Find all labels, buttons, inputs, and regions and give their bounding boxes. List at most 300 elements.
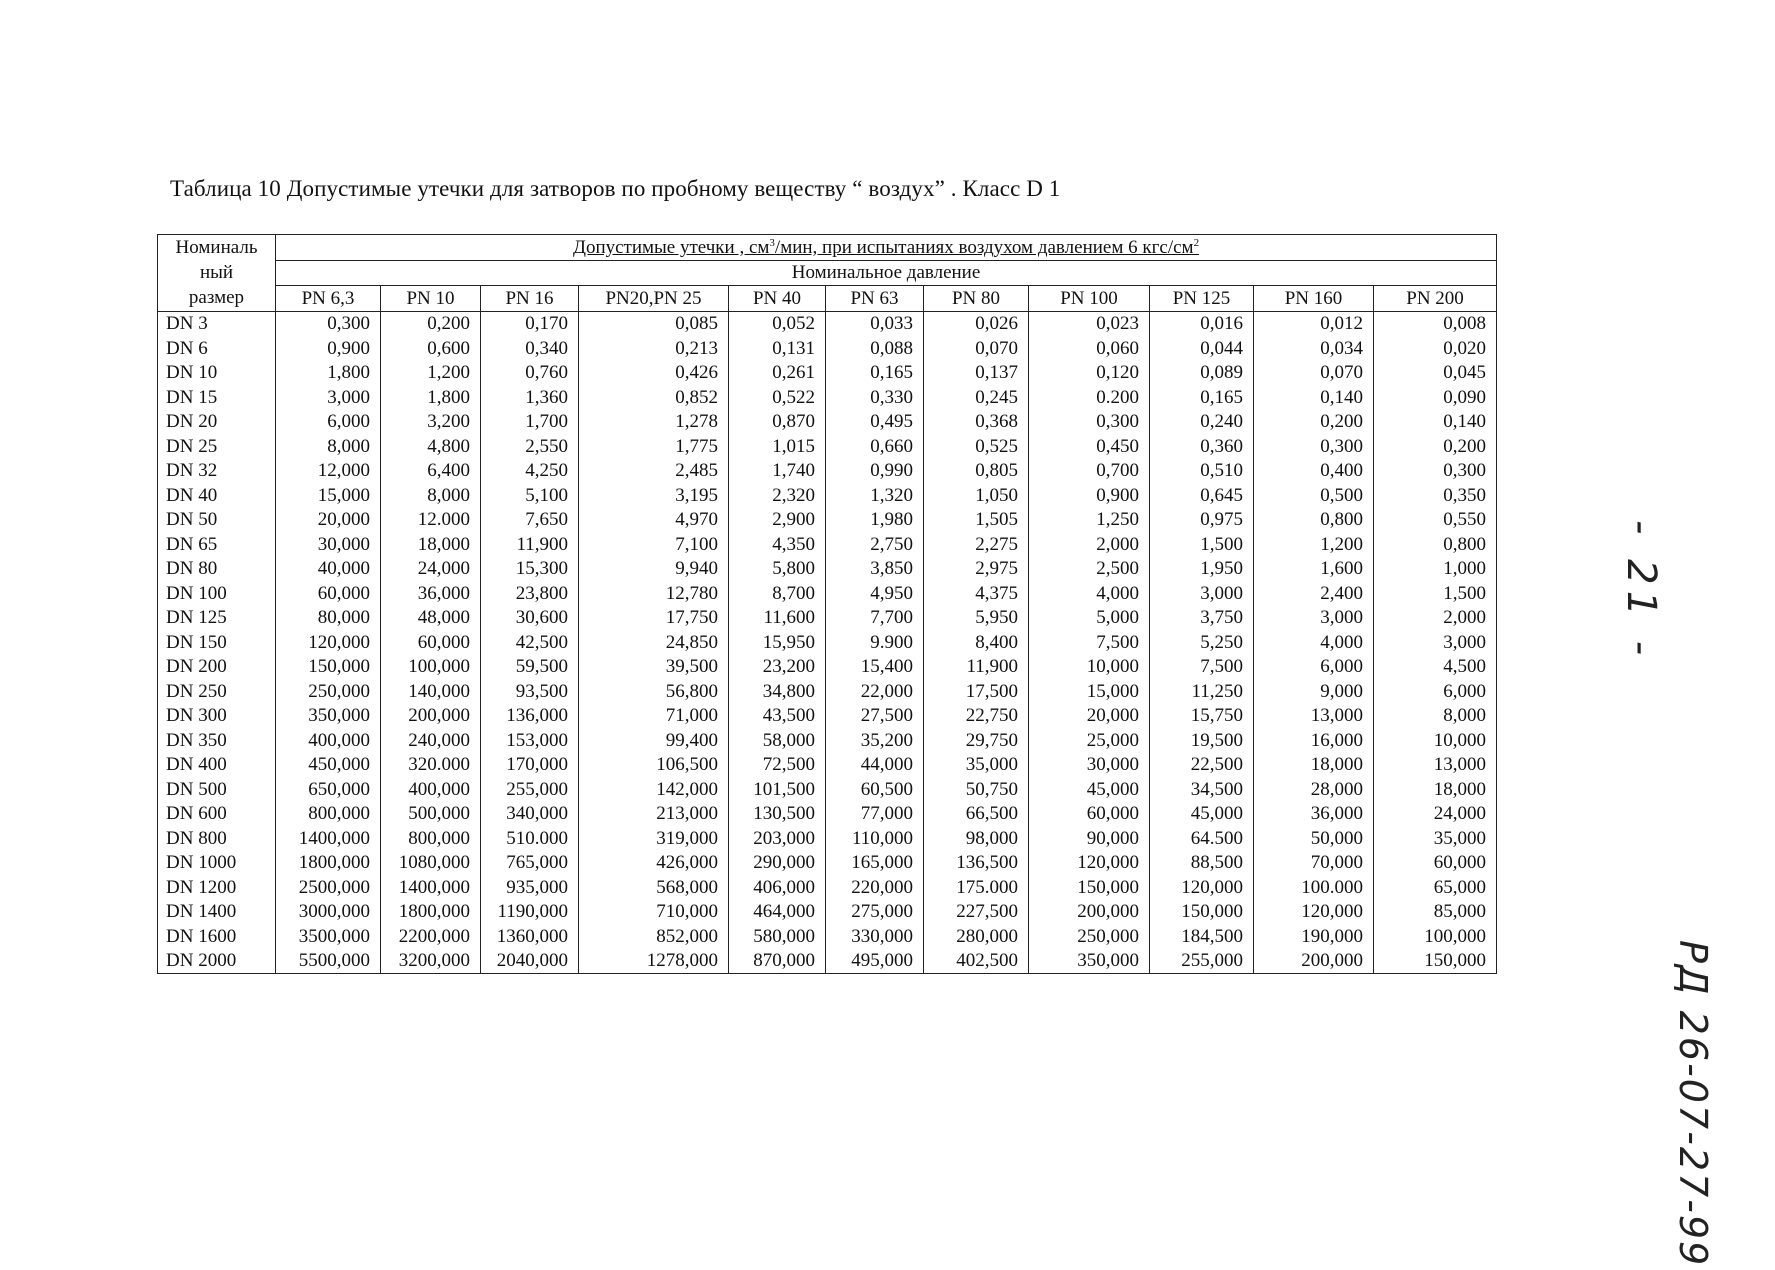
leakage-value-cell: 0,200 xyxy=(1374,434,1497,459)
leakage-value-cell: 1,800 xyxy=(276,361,381,386)
leakage-value-cell: 1,775 xyxy=(579,434,729,459)
leakage-value-cell: 2,975 xyxy=(924,557,1029,582)
leakage-value-cell: 852,000 xyxy=(579,924,729,949)
leakage-value-cell: 250,000 xyxy=(1029,924,1150,949)
leakage-value-cell: 24,850 xyxy=(579,630,729,655)
leakage-value-cell: 2,400 xyxy=(1254,581,1374,606)
leakage-value-cell: 1,200 xyxy=(1254,532,1374,557)
leakage-value-cell: 6,400 xyxy=(381,459,481,484)
leakage-value-cell: 184,500 xyxy=(1150,924,1254,949)
leakage-value-cell: 11,600 xyxy=(729,606,826,631)
leakage-value-cell: 2,000 xyxy=(1029,532,1150,557)
nominal-size-cell: DN 80 xyxy=(158,557,276,582)
leakage-value-cell: 800,000 xyxy=(276,802,381,827)
table-header xyxy=(158,235,1497,312)
leakage-value-cell: 240,000 xyxy=(381,728,481,753)
leakage-value-cell: 3,750 xyxy=(1150,606,1254,631)
leakage-value-cell: 1,500 xyxy=(1374,581,1497,606)
leakage-value-cell: 142,000 xyxy=(579,777,729,802)
leakage-value-cell: 20,000 xyxy=(1029,704,1150,729)
leakage-value-cell: 0,070 xyxy=(924,336,1029,361)
leakage-value-cell: 0,089 xyxy=(1150,361,1254,386)
leakage-value-cell: 350,000 xyxy=(276,704,381,729)
leakage-value-cell: 6,000 xyxy=(1374,679,1497,704)
leakage-value-cell: 3000,000 xyxy=(276,900,381,925)
leakage-value-cell: 1,000 xyxy=(1374,557,1497,582)
leakage-value-cell: 290,000 xyxy=(729,851,826,876)
leakage-value-cell: 250,000 xyxy=(276,679,381,704)
leakage-value-cell: 45,000 xyxy=(1150,802,1254,827)
nominal-size-cell: DN 2000 xyxy=(158,949,276,974)
leakage-value-cell: 450,000 xyxy=(276,753,381,778)
leakage-value-cell: 13,000 xyxy=(1254,704,1374,729)
leakage-value-cell: 6,000 xyxy=(276,410,381,435)
leakage-value-cell: 23,800 xyxy=(481,581,579,606)
leakage-value-cell: 8,700 xyxy=(729,581,826,606)
leakage-value-cell: 3200,000 xyxy=(381,949,481,974)
leakage-value-cell: 220,000 xyxy=(826,875,924,900)
nominal-size-cell: DN 1400 xyxy=(158,900,276,925)
leakage-value-cell: 1,950 xyxy=(1150,557,1254,582)
leakage-value-cell: 1,360 xyxy=(481,385,579,410)
nominal-size-cell: DN 600 xyxy=(158,802,276,827)
leakage-value-cell: 22,750 xyxy=(924,704,1029,729)
leakage-value-cell: 0,026 xyxy=(924,311,1029,336)
leakage-value-cell: 4,000 xyxy=(1254,630,1374,655)
table-row xyxy=(158,826,1497,851)
leakage-value-cell: 9.900 xyxy=(826,630,924,655)
leakage-value-cell: 18,000 xyxy=(381,532,481,557)
nominal-size-cell: DN 32 xyxy=(158,459,276,484)
leakage-value-cell: 18,000 xyxy=(1374,777,1497,802)
column-header-pn: PN 63 xyxy=(826,286,924,312)
leakage-value-cell: 0,131 xyxy=(729,336,826,361)
leakage-value-cell: 10,000 xyxy=(1374,728,1497,753)
table-row xyxy=(158,851,1497,876)
leakage-value-cell: 1,278 xyxy=(579,410,729,435)
leakage-value-cell: 255,000 xyxy=(1150,949,1254,974)
table-row xyxy=(158,483,1497,508)
leakage-value-cell: 5,100 xyxy=(481,483,579,508)
leakage-value-cell: 5,950 xyxy=(924,606,1029,631)
leakage-value-cell: 510.000 xyxy=(481,826,579,851)
leakage-value-cell: 170,000 xyxy=(481,753,579,778)
document-code: РД 26-07-27-99 xyxy=(1671,940,1715,1268)
leakage-value-cell: 3,000 xyxy=(276,385,381,410)
row-header-nominal-size xyxy=(158,235,276,312)
leakage-value-cell: 0,140 xyxy=(1254,385,1374,410)
units-mid: /мин, при испытаниях воздухом давлением 6 кгс/см xyxy=(774,236,1194,258)
nominal-size-cell: DN 150 xyxy=(158,630,276,655)
leakage-value-cell: 0,261 xyxy=(729,361,826,386)
leakage-value-cell: 710,000 xyxy=(579,900,729,925)
leakage-value-cell: 12,780 xyxy=(579,581,729,606)
column-header-pn: PN 200 xyxy=(1374,286,1497,312)
nominal-size-cell: DN 1600 xyxy=(158,924,276,949)
leakage-value-cell: 150,000 xyxy=(1374,949,1497,974)
units-sup-square: 2 xyxy=(1193,236,1200,249)
nominal-size-cell: DN 25 xyxy=(158,434,276,459)
leakage-value-cell: 11,250 xyxy=(1150,679,1254,704)
leakage-value-cell: 0,800 xyxy=(1254,508,1374,533)
column-header-pn: PN20,PN 25 xyxy=(579,286,729,312)
leakage-value-cell: 70,000 xyxy=(1254,851,1374,876)
table-row xyxy=(158,508,1497,533)
leakage-value-cell: 500,000 xyxy=(381,802,481,827)
leakage-value-cell: 0,165 xyxy=(826,361,924,386)
leakage-value-cell: 27,500 xyxy=(826,704,924,729)
leakage-value-cell: 88,500 xyxy=(1150,851,1254,876)
leakage-value-cell: 60,000 xyxy=(381,630,481,655)
leakage-value-cell: 58,000 xyxy=(729,728,826,753)
leakage-value-cell: 100.000 xyxy=(1254,875,1374,900)
leakage-value-cell: 0,052 xyxy=(729,311,826,336)
nominal-size-cell: DN 300 xyxy=(158,704,276,729)
leakage-value-cell: 4,950 xyxy=(826,581,924,606)
leakage-value-cell: 18,000 xyxy=(1254,753,1374,778)
column-header-pn: PN 80 xyxy=(924,286,1029,312)
leakage-value-cell: 464,000 xyxy=(729,900,826,925)
leakage-value-cell: 120,000 xyxy=(1150,875,1254,900)
leakage-value-cell: 15,300 xyxy=(481,557,579,582)
leakage-value-cell: 935,000 xyxy=(481,875,579,900)
leakage-value-cell: 59,500 xyxy=(481,655,579,680)
leakage-value-cell: 9,940 xyxy=(579,557,729,582)
leakage-value-cell: 165,000 xyxy=(826,851,924,876)
leakage-value-cell: 0,245 xyxy=(924,385,1029,410)
leakage-value-cell: 2200,000 xyxy=(381,924,481,949)
leakage-value-cell: 10,000 xyxy=(1029,655,1150,680)
leakage-value-cell: 190,000 xyxy=(1254,924,1374,949)
leakage-value-cell: 15,950 xyxy=(729,630,826,655)
leakage-value-cell: 120,000 xyxy=(1029,851,1150,876)
leakage-value-cell: 30,000 xyxy=(276,532,381,557)
nominal-size-cell: DN 20 xyxy=(158,410,276,435)
leakage-value-cell: 2,550 xyxy=(481,434,579,459)
column-header-pn: PN 6,3 xyxy=(276,286,381,312)
leakage-value-cell: 5500,000 xyxy=(276,949,381,974)
leakage-value-cell: 0,140 xyxy=(1374,410,1497,435)
table-row xyxy=(158,385,1497,410)
leakage-value-cell: 100,000 xyxy=(381,655,481,680)
leakage-value-cell: 1,250 xyxy=(1029,508,1150,533)
leakage-value-cell: 319,000 xyxy=(579,826,729,851)
leakage-value-cell: 5,800 xyxy=(729,557,826,582)
leakage-value-cell: 568,000 xyxy=(579,875,729,900)
leakage-value-cell: 3,850 xyxy=(826,557,924,582)
table-row xyxy=(158,924,1497,949)
leakage-value-cell: 1800,000 xyxy=(276,851,381,876)
leakage-value-cell: 7,700 xyxy=(826,606,924,631)
leakage-value-cell: 2,500 xyxy=(1029,557,1150,582)
leakage-value-cell: 0,016 xyxy=(1150,311,1254,336)
leakage-value-cell: 400,000 xyxy=(381,777,481,802)
leakage-value-cell: 0,012 xyxy=(1254,311,1374,336)
leakage-value-cell: 99,400 xyxy=(579,728,729,753)
leakage-value-cell: 402,500 xyxy=(924,949,1029,974)
leakage-value-cell: 0,020 xyxy=(1374,336,1497,361)
leakage-value-cell: 0,805 xyxy=(924,459,1029,484)
leakage-value-cell: 36,000 xyxy=(381,581,481,606)
table-row xyxy=(158,434,1497,459)
leakage-value-cell: 4,500 xyxy=(1374,655,1497,680)
leakage-value-cell: 11,900 xyxy=(481,532,579,557)
column-header-pn: PN 125 xyxy=(1150,286,1254,312)
nominal-size-cell: DN 65 xyxy=(158,532,276,557)
leakage-value-cell: 35,000 xyxy=(1374,826,1497,851)
leakage-value-cell: 43,500 xyxy=(729,704,826,729)
leakage-value-cell: 280,000 xyxy=(924,924,1029,949)
column-header-pn: PN 40 xyxy=(729,286,826,312)
table-caption: Таблица 10 Допустимые утечки для затворов по пробному веществу “ воздух” . Класс D 1 xyxy=(170,176,1061,201)
table-row xyxy=(158,606,1497,631)
row-header-line-2: ный xyxy=(199,262,234,284)
leakage-value-cell: 3,195 xyxy=(579,483,729,508)
leakage-value-cell: 0,023 xyxy=(1029,311,1150,336)
leakage-value-cell: 4,970 xyxy=(579,508,729,533)
leakage-value-cell: 4,800 xyxy=(381,434,481,459)
nominal-size-cell: DN 500 xyxy=(158,777,276,802)
leakage-value-cell: 0,240 xyxy=(1150,410,1254,435)
leakage-value-cell: 1800,000 xyxy=(381,900,481,925)
leakage-value-cell: 4,250 xyxy=(481,459,579,484)
leakage-value-cell: 24,000 xyxy=(381,557,481,582)
leakage-value-cell: 203,000 xyxy=(729,826,826,851)
leakage-value-cell: 870,000 xyxy=(729,949,826,974)
leakage-value-cell: 45,000 xyxy=(1029,777,1150,802)
leakage-value-cell: 12.000 xyxy=(381,508,481,533)
leakage-value-cell: 50,000 xyxy=(1254,826,1374,851)
leakage-value-cell: 1360,000 xyxy=(481,924,579,949)
leakage-value-cell: 340,000 xyxy=(481,802,579,827)
leakage-value-cell: 0,200 xyxy=(1254,410,1374,435)
leakage-value-cell: 3500,000 xyxy=(276,924,381,949)
table-row xyxy=(158,802,1497,827)
leakage-value-cell: 1,320 xyxy=(826,483,924,508)
leakage-value-cell: 1400,000 xyxy=(276,826,381,851)
leakage-value-cell: 4,375 xyxy=(924,581,1029,606)
leakage-value-cell: 2,900 xyxy=(729,508,826,533)
leakage-value-cell: 0,044 xyxy=(1150,336,1254,361)
leakage-value-cell: 4,350 xyxy=(729,532,826,557)
leakage-value-cell: 0,870 xyxy=(729,410,826,435)
leakage-value-cell: 0,085 xyxy=(579,311,729,336)
leakage-value-cell: 426,000 xyxy=(579,851,729,876)
table-row xyxy=(158,900,1497,925)
leakage-value-cell: 7,500 xyxy=(1029,630,1150,655)
table-row xyxy=(158,581,1497,606)
leakage-value-cell: 0,990 xyxy=(826,459,924,484)
leakage-value-cell: 3,000 xyxy=(1254,606,1374,631)
leakage-value-cell: 15,000 xyxy=(276,483,381,508)
table-row xyxy=(158,753,1497,778)
leakage-value-cell: 0,760 xyxy=(481,361,579,386)
leakage-value-cell: 35,200 xyxy=(826,728,924,753)
leakage-value-cell: 28,000 xyxy=(1254,777,1374,802)
leakage-value-cell: 2,485 xyxy=(579,459,729,484)
leakage-value-cell: 0,137 xyxy=(924,361,1029,386)
table-container xyxy=(157,234,1497,974)
leakage-value-cell: 0,400 xyxy=(1254,459,1374,484)
leakage-value-cell: 0,368 xyxy=(924,410,1029,435)
leakage-value-cell: 1,200 xyxy=(381,361,481,386)
leakage-value-cell: 22,500 xyxy=(1150,753,1254,778)
nominal-size-cell: DN 400 xyxy=(158,753,276,778)
leakage-table xyxy=(157,234,1497,974)
leakage-value-cell: 1,980 xyxy=(826,508,924,533)
table-row xyxy=(158,777,1497,802)
leakage-value-cell: 71,000 xyxy=(579,704,729,729)
leakage-value-cell: 40,000 xyxy=(276,557,381,582)
leakage-value-cell: 60,500 xyxy=(826,777,924,802)
leakage-value-cell: 23,200 xyxy=(729,655,826,680)
leakage-value-cell: 0,450 xyxy=(1029,434,1150,459)
leakage-value-cell: 0,300 xyxy=(1254,434,1374,459)
nominal-size-cell: DN 15 xyxy=(158,385,276,410)
table-row xyxy=(158,875,1497,900)
leakage-value-cell: 3,000 xyxy=(1374,630,1497,655)
leakage-value-cell: 85,000 xyxy=(1374,900,1497,925)
leakage-value-cell: 1,600 xyxy=(1254,557,1374,582)
leakage-value-cell: 0,550 xyxy=(1374,508,1497,533)
units-header xyxy=(276,235,1497,261)
leakage-value-cell: 0,900 xyxy=(276,336,381,361)
leakage-value-cell: 0,088 xyxy=(826,336,924,361)
leakage-value-cell: 39,500 xyxy=(579,655,729,680)
leakage-value-cell: 36,000 xyxy=(1254,802,1374,827)
leakage-value-cell: 0,034 xyxy=(1254,336,1374,361)
leakage-value-cell: 0,426 xyxy=(579,361,729,386)
leakage-value-cell: 1080,000 xyxy=(381,851,481,876)
leakage-value-cell: 150,000 xyxy=(1150,900,1254,925)
leakage-value-cell: 1,015 xyxy=(729,434,826,459)
leakage-value-cell: 44,000 xyxy=(826,753,924,778)
leakage-value-cell: 255,000 xyxy=(481,777,579,802)
leakage-value-cell: 30,000 xyxy=(1029,753,1150,778)
leakage-value-cell: 60,000 xyxy=(1029,802,1150,827)
leakage-value-cell: 24,000 xyxy=(1374,802,1497,827)
pn-columns-row xyxy=(158,286,1497,312)
leakage-value-cell: 213,000 xyxy=(579,802,729,827)
column-header-pn: PN 16 xyxy=(481,286,579,312)
leakage-value-cell: 130,500 xyxy=(729,802,826,827)
leakage-value-cell: 0,975 xyxy=(1150,508,1254,533)
column-header-pn: PN 160 xyxy=(1254,286,1374,312)
nominal-size-cell: DN 50 xyxy=(158,508,276,533)
leakage-value-cell: 1,505 xyxy=(924,508,1029,533)
nominal-size-cell: DN 6 xyxy=(158,336,276,361)
table-row xyxy=(158,679,1497,704)
leakage-value-cell: 8,000 xyxy=(381,483,481,508)
leakage-value-cell: 0,522 xyxy=(729,385,826,410)
nominal-size-cell: DN 3 xyxy=(158,311,276,336)
leakage-value-cell: 2,750 xyxy=(826,532,924,557)
leakage-value-cell: 17,750 xyxy=(579,606,729,631)
leakage-value-cell: 0,300 xyxy=(1374,459,1497,484)
table-row xyxy=(158,557,1497,582)
leakage-value-cell: 136,000 xyxy=(481,704,579,729)
leakage-value-cell: 90,000 xyxy=(1029,826,1150,851)
table-row xyxy=(158,336,1497,361)
units-sup-cube: 3 xyxy=(769,236,775,249)
leakage-value-cell: 12,000 xyxy=(276,459,381,484)
leakage-value-cell: 150,000 xyxy=(276,655,381,680)
table-row xyxy=(158,532,1497,557)
leakage-value-cell: 0,070 xyxy=(1254,361,1374,386)
table-row xyxy=(158,949,1497,974)
leakage-value-cell: 0,060 xyxy=(1029,336,1150,361)
leakage-value-cell: 4,000 xyxy=(1029,581,1150,606)
leakage-value-cell: 0,360 xyxy=(1150,434,1254,459)
table-row xyxy=(158,728,1497,753)
leakage-value-cell: 1,700 xyxy=(481,410,579,435)
leakage-value-cell: 2040,000 xyxy=(481,949,579,974)
leakage-value-cell: 20,000 xyxy=(276,508,381,533)
leakage-value-cell: 98,000 xyxy=(924,826,1029,851)
leakage-value-cell: 101,500 xyxy=(729,777,826,802)
leakage-value-cell: 60,000 xyxy=(276,581,381,606)
leakage-value-cell: 65,000 xyxy=(1374,875,1497,900)
leakage-value-cell: 800,000 xyxy=(381,826,481,851)
leakage-value-cell: 1,500 xyxy=(1150,532,1254,557)
leakage-value-cell: 0,645 xyxy=(1150,483,1254,508)
leakage-value-cell: 30,600 xyxy=(481,606,579,631)
leakage-value-cell: 0,200 xyxy=(381,311,481,336)
leakage-value-cell: 100,000 xyxy=(1374,924,1497,949)
leakage-value-cell: 650,000 xyxy=(276,777,381,802)
leakage-value-cell: 580,000 xyxy=(729,924,826,949)
column-header-pn: PN 100 xyxy=(1029,286,1150,312)
leakage-value-cell: 6,000 xyxy=(1254,655,1374,680)
nominal-size-cell: DN 350 xyxy=(158,728,276,753)
leakage-value-cell: 0,660 xyxy=(826,434,924,459)
leakage-value-cell: 1,800 xyxy=(381,385,481,410)
table-body xyxy=(158,311,1497,974)
units-prefix: Допустимые утечки , см xyxy=(572,236,770,258)
leakage-value-cell: 13,000 xyxy=(1374,753,1497,778)
row-header-line-1: Номиналь xyxy=(175,237,258,259)
leakage-value-cell: 0,033 xyxy=(826,311,924,336)
leakage-value-cell: 406,000 xyxy=(729,875,826,900)
leakage-value-cell: 1,740 xyxy=(729,459,826,484)
leakage-value-cell: 227,500 xyxy=(924,900,1029,925)
leakage-value-cell: 0,495 xyxy=(826,410,924,435)
leakage-value-cell: 19,500 xyxy=(1150,728,1254,753)
leakage-value-cell: 0,330 xyxy=(826,385,924,410)
leakage-value-cell: 0,600 xyxy=(381,336,481,361)
leakage-value-cell: 2500,000 xyxy=(276,875,381,900)
leakage-value-cell: 200,000 xyxy=(381,704,481,729)
leakage-value-cell: 320.000 xyxy=(381,753,481,778)
table-row xyxy=(158,361,1497,386)
leakage-value-cell: 35,000 xyxy=(924,753,1029,778)
leakage-value-cell: 0,008 xyxy=(1374,311,1497,336)
row-header-line-3: размер xyxy=(188,287,245,309)
leakage-value-cell: 0,900 xyxy=(1029,483,1150,508)
leakage-value-cell: 66,500 xyxy=(924,802,1029,827)
leakage-value-cell: 1,050 xyxy=(924,483,1029,508)
leakage-value-cell: 153,000 xyxy=(481,728,579,753)
leakage-value-cell: 0,340 xyxy=(481,336,579,361)
leakage-value-cell: 7,100 xyxy=(579,532,729,557)
leakage-value-cell: 25,000 xyxy=(1029,728,1150,753)
leakage-value-cell: 0,700 xyxy=(1029,459,1150,484)
leakage-value-cell: 56,800 xyxy=(579,679,729,704)
nominal-size-cell: DN 100 xyxy=(158,581,276,606)
nominal-size-cell: DN 250 xyxy=(158,679,276,704)
leakage-value-cell: 60,000 xyxy=(1374,851,1497,876)
leakage-value-cell: 495,000 xyxy=(826,949,924,974)
